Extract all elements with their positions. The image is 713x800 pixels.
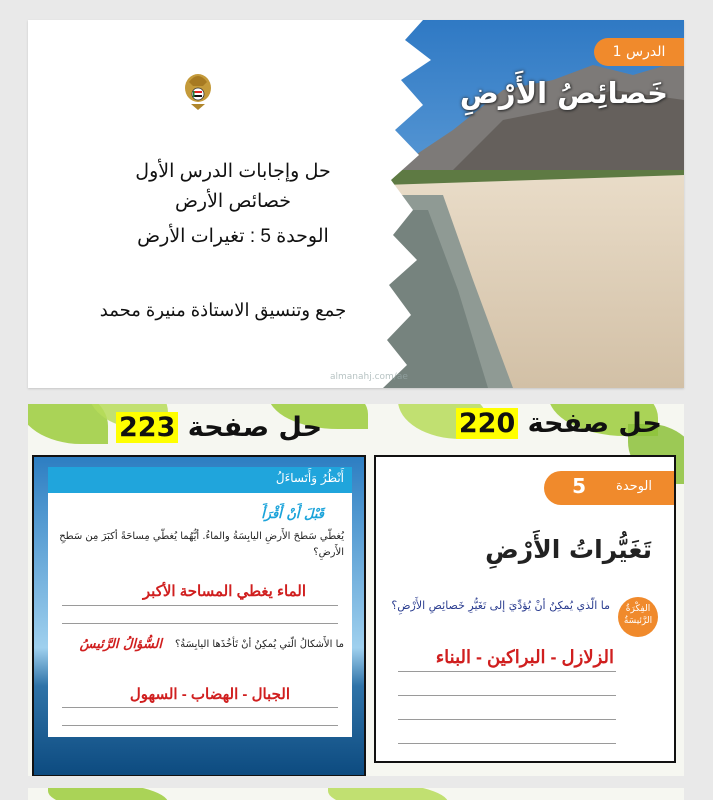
page-heading-223 xyxy=(116,412,322,443)
title-slide xyxy=(28,20,684,388)
handwritten-answer: الماء يغطي المساحة الأكبر xyxy=(142,583,306,600)
unit-card xyxy=(374,455,676,763)
before-reading-question: يُغطّي سَطحَ الأَرضِ اليابِسَةُ والماءُ. أيُّهُما يُغطّي مِساحَةً أكبَرَ مِن سَطحِ الأَرضِ؟ xyxy=(59,531,344,558)
handwritten-answer: الجبال - الهضاب - السهول xyxy=(129,686,290,703)
answer-line xyxy=(62,623,338,624)
credit-line: جمع وتنسيق الاستاذة منيرة محمد xyxy=(99,300,347,320)
subtitle-line-3: الوحدة 5 : تغيرات الأرض xyxy=(137,226,329,247)
next-slide-edge xyxy=(28,788,684,800)
lesson-title: خَصائِصُ الأَرْضِ xyxy=(459,76,668,110)
key-question-text: ما الأَشكالُ الّتي يُمكِنُ أنْ تَأخُذَها اليابِسَةُ؟ xyxy=(174,639,344,650)
page-number-highlight: 223 xyxy=(116,412,178,443)
unit-number: 5 xyxy=(572,474,586,498)
watermark: almanahj.com/ae xyxy=(330,372,408,382)
panel-header xyxy=(48,467,352,493)
lesson-tag: الدرس 1 xyxy=(594,38,684,66)
answer-line xyxy=(62,725,338,726)
unit-tab xyxy=(544,471,674,505)
heading-prefix: حل صفحة xyxy=(527,408,662,439)
unit-label: الوحدة xyxy=(616,479,652,494)
handwritten-answer: الزلازل - البراكين - البناء xyxy=(435,647,614,667)
page-heading-220 xyxy=(456,408,662,439)
heading-prefix: حل صفحة xyxy=(187,412,323,443)
uae-emblem-icon xyxy=(183,72,213,112)
unit-title: تَغَيُّراتُ الأَرْضِ xyxy=(485,535,652,564)
observe-card xyxy=(32,455,366,776)
answer-line xyxy=(62,605,338,606)
answer-line xyxy=(398,719,616,720)
subtitle-line-1: حل وإجابات الدرس الأول xyxy=(135,161,331,182)
question-panel xyxy=(48,467,352,737)
main-idea-question: ما الّذي يُمكِنُ أنْ يُؤدِّيَ إلى تَغَيُّرِ خَصائِصِ الأَرْضِ؟ xyxy=(391,599,610,612)
subtitle-line-2: خصائص الأرض xyxy=(174,191,292,212)
leaf-decoration xyxy=(48,788,168,800)
answer-line xyxy=(398,743,616,744)
answer-line xyxy=(62,707,338,708)
key-question-heading: السُّؤالُ الرَّئيسُ xyxy=(79,637,162,652)
leaf-decoration xyxy=(328,788,448,800)
observe-label: أَنْظُرُ وَأَتَساءَلُ xyxy=(275,471,344,485)
page-number-highlight: 220 xyxy=(456,408,518,439)
answer-line xyxy=(398,695,616,696)
answers-slide xyxy=(28,404,684,776)
main-idea-badge: الفِكْرَةُ الرَّئيسَةُ xyxy=(618,597,658,637)
before-reading-heading: قَبْلَ أَنْ أَقْرَأَ xyxy=(261,507,324,522)
answer-line xyxy=(398,671,616,672)
